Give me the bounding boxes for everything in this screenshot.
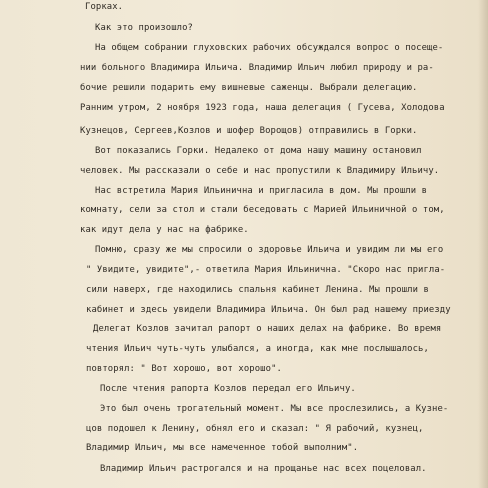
text-line: чтения Ильич чуть-чуть улыбался, а иногда, как мне послышалось, — [86, 344, 429, 354]
text-line: Ранним утром, 2 ноября 1923 года, наша делегация ( Гусева, Холодова — [80, 103, 445, 113]
text-line: Владимир Ильич растрогался и на прощанье нас всех поцеловал. — [100, 464, 427, 474]
text-line: нии больного Владимира Ильича. Владимир Ильич любил природу и ра- — [80, 63, 434, 73]
text-line: Помню, сразу же мы спросили о здоровье Ильича и увидим ли мы его — [95, 245, 444, 255]
text-line: После чтения рапорта Козлов передал его Ильичу. — [100, 384, 356, 394]
text-line: сили наверх, где находились спальня кабинет Ленина. Мы прошли в — [86, 285, 429, 295]
text-line: Нас встретила Мария Ильинична и пригласила в дом. Мы прошли в — [95, 186, 428, 196]
text-line: Владимир Ильич, мы все намеченное тобой выполним". — [86, 443, 359, 453]
text-line: Делегат Козлов зачитал рапорт о наших делах на фабрике. Во время — [93, 324, 442, 334]
text-line: как идут дела у нас на фабрике. — [80, 225, 249, 235]
text-line: комнату, сели за стол и стали беседовать с Марией Ильиничной о том, — [80, 205, 445, 215]
text-line: " Увидите, увидите",- ответила Мария Ильинична. "Скоро нас пригла- — [86, 265, 446, 275]
text-line: цов подошел к Ленину, обнял его и сказал: " Я рабочий, кузнец, — [86, 424, 424, 434]
text-line: Вот показались Горки. Недалеко от дома нашу машину остановил — [95, 146, 422, 156]
text-line: Кузнецов, Сергеев,Козлов и шофер Ворощов) отправились в Горки. — [80, 126, 418, 136]
text-line: повторял: " Вот хорошо, вот хорошо". — [86, 364, 282, 374]
text-line: бочие решили подарить ему вишневые саженцы. Выбрали делегацию. — [80, 83, 418, 93]
text-line: Горках. — [85, 2, 124, 12]
text-line: На общем собрании глуховских рабочих обсуждался вопрос о посеще- — [95, 43, 444, 53]
text-line: человек. Мы рассказали о себе и нас пропустили к Владимиру Ильичу. — [80, 166, 440, 176]
text-line: кабинет и здесь увидели Владимира Ильича. Он был рад нашему приезду — [86, 305, 451, 315]
text-line: Как это произошло? — [95, 23, 193, 33]
text-line: Это был очень трогательный момент. Мы все прослезились, а Кузне- — [100, 404, 449, 414]
